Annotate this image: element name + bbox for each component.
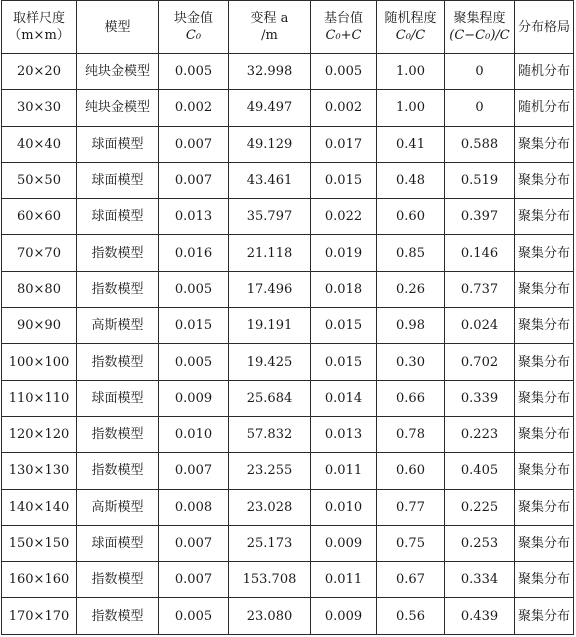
header-line-1: 随机程度: [384, 11, 437, 26]
header-line-2: C₀: [185, 28, 202, 43]
randomness-cell: 0.67: [377, 562, 445, 598]
aggregation-cell: 0.702: [445, 344, 515, 380]
range-cell: 17.496: [229, 271, 311, 307]
header-aggregation: [445, 1, 515, 54]
range-cell: 19.191: [229, 308, 311, 344]
randomness-cell: 0.60: [377, 199, 445, 235]
distribution-cell: 聚集分布: [515, 453, 574, 489]
scale-cell: 160×160: [2, 562, 77, 598]
header-line-1: 模型: [104, 19, 131, 35]
header-row: [2, 1, 574, 54]
sill-cell: 0.011: [311, 562, 377, 598]
sill-cell: 0.009: [311, 525, 377, 561]
model-cell: 指数模型: [77, 235, 159, 271]
scale-cell: 40×40: [2, 126, 77, 162]
semivariogram-table: [1, 0, 574, 635]
table-row: [2, 90, 574, 126]
nugget-cell: 0.008: [159, 489, 229, 525]
sill-cell: 0.015: [311, 162, 377, 198]
distribution-cell: 聚集分布: [515, 308, 574, 344]
aggregation-cell: 0.146: [445, 235, 515, 271]
distribution-cell: 随机分布: [515, 54, 574, 90]
range-cell: 49.129: [229, 126, 311, 162]
model-cell: 指数模型: [77, 271, 159, 307]
randomness-cell: 0.41: [377, 126, 445, 162]
table-row: [2, 562, 574, 598]
scale-cell: 70×70: [2, 235, 77, 271]
table-row: [2, 416, 574, 452]
model-cell: 高斯模型: [77, 489, 159, 525]
scale-cell: 130×130: [2, 453, 77, 489]
nugget-cell: 0.007: [159, 453, 229, 489]
aggregation-cell: 0.519: [445, 162, 515, 198]
scale-cell: 150×150: [2, 525, 77, 561]
scale-cell: 140×140: [2, 489, 77, 525]
range-cell: 23.028: [229, 489, 311, 525]
randomness-cell: 1.00: [377, 54, 445, 90]
table-row: [2, 54, 574, 90]
distribution-cell: 聚集分布: [515, 489, 574, 525]
table-row: [2, 271, 574, 307]
sill-cell: 0.013: [311, 416, 377, 452]
range-cell: 25.173: [229, 525, 311, 561]
nugget-cell: 0.005: [159, 54, 229, 90]
scale-cell: 120×120: [2, 416, 77, 452]
table-row: [2, 598, 574, 634]
model-cell: 指数模型: [77, 453, 159, 489]
nugget-cell: 0.007: [159, 525, 229, 561]
nugget-cell: 0.007: [159, 562, 229, 598]
model-cell: 纯块金模型: [77, 90, 159, 126]
header-sampling-scale: [2, 1, 77, 54]
randomness-cell: 0.30: [377, 344, 445, 380]
nugget-cell: 0.005: [159, 344, 229, 380]
range-cell: 23.255: [229, 453, 311, 489]
distribution-cell: 聚集分布: [515, 199, 574, 235]
header-line-2: (C−C₀)/C: [449, 28, 510, 43]
distribution-cell: 聚集分布: [515, 598, 574, 634]
sill-cell: 0.005: [311, 54, 377, 90]
header-line-2: /m: [261, 28, 278, 43]
sill-cell: 0.019: [311, 235, 377, 271]
table-row: [2, 380, 574, 416]
randomness-cell: 0.78: [377, 416, 445, 452]
scale-cell: 170×170: [2, 598, 77, 634]
distribution-cell: 聚集分布: [515, 525, 574, 561]
aggregation-cell: 0.339: [445, 380, 515, 416]
model-cell: 高斯模型: [77, 308, 159, 344]
scale-cell: 20×20: [2, 54, 77, 90]
sill-cell: 0.011: [311, 453, 377, 489]
aggregation-cell: 0.024: [445, 308, 515, 344]
model-cell: 指数模型: [77, 344, 159, 380]
aggregation-cell: 0: [445, 90, 515, 126]
aggregation-cell: 0.334: [445, 562, 515, 598]
model-cell: 指数模型: [77, 416, 159, 452]
header-line-1: 变程 a: [250, 11, 289, 26]
range-cell: 23.080: [229, 598, 311, 634]
table-row: [2, 489, 574, 525]
randomness-cell: 0.48: [377, 162, 445, 198]
randomness-cell: 1.00: [377, 90, 445, 126]
nugget-cell: 0.016: [159, 235, 229, 271]
header-model: [77, 1, 159, 54]
distribution-cell: 聚集分布: [515, 416, 574, 452]
table-row: [2, 453, 574, 489]
header-randomness: [377, 1, 445, 54]
range-cell: 35.797: [229, 199, 311, 235]
sill-cell: 0.002: [311, 90, 377, 126]
model-cell: 球面模型: [77, 162, 159, 198]
table-row: [2, 162, 574, 198]
header-line-2: （m×m）: [8, 28, 70, 43]
table-row: [2, 235, 574, 271]
scale-cell: 100×100: [2, 344, 77, 380]
aggregation-cell: 0.225: [445, 489, 515, 525]
distribution-cell: 聚集分布: [515, 562, 574, 598]
nugget-cell: 0.007: [159, 162, 229, 198]
distribution-cell: 随机分布: [515, 90, 574, 126]
distribution-cell: 聚集分布: [515, 235, 574, 271]
nugget-cell: 0.013: [159, 199, 229, 235]
table-body: [2, 54, 574, 635]
range-cell: 25.684: [229, 380, 311, 416]
table-row: [2, 525, 574, 561]
table-row: [2, 126, 574, 162]
nugget-cell: 0.002: [159, 90, 229, 126]
header-line-2: C₀/C: [395, 28, 426, 43]
range-cell: 49.497: [229, 90, 311, 126]
model-cell: 纯块金模型: [77, 54, 159, 90]
aggregation-cell: 0.737: [445, 271, 515, 307]
range-cell: 32.998: [229, 54, 311, 90]
distribution-cell: 聚集分布: [515, 344, 574, 380]
sill-cell: 0.022: [311, 199, 377, 235]
aggregation-cell: 0.397: [445, 199, 515, 235]
header-line-1: 块金值: [173, 11, 213, 26]
sill-cell: 0.015: [311, 308, 377, 344]
model-cell: 球面模型: [77, 525, 159, 561]
sill-cell: 0.018: [311, 271, 377, 307]
aggregation-cell: 0.588: [445, 126, 515, 162]
header-line-2: C₀+C: [325, 28, 362, 43]
sill-cell: 0.014: [311, 380, 377, 416]
range-cell: 19.425: [229, 344, 311, 380]
scale-cell: 110×110: [2, 380, 77, 416]
randomness-cell: 0.75: [377, 525, 445, 561]
header-range: [229, 1, 311, 54]
aggregation-cell: 0.405: [445, 453, 515, 489]
model-cell: 指数模型: [77, 562, 159, 598]
sill-cell: 0.015: [311, 344, 377, 380]
header-line-1: 分布格局: [517, 19, 570, 35]
distribution-cell: 聚集分布: [515, 271, 574, 307]
header-nugget: [159, 1, 229, 54]
range-cell: 153.708: [229, 562, 311, 598]
table-header: [2, 1, 574, 54]
nugget-cell: 0.009: [159, 380, 229, 416]
randomness-cell: 0.66: [377, 380, 445, 416]
scale-cell: 30×30: [2, 90, 77, 126]
sill-cell: 0.010: [311, 489, 377, 525]
model-cell: 指数模型: [77, 598, 159, 634]
distribution-cell: 聚集分布: [515, 162, 574, 198]
model-cell: 球面模型: [77, 380, 159, 416]
aggregation-cell: 0: [445, 54, 515, 90]
header-sill: [311, 1, 377, 54]
table-row: [2, 199, 574, 235]
aggregation-cell: 0.223: [445, 416, 515, 452]
nugget-cell: 0.005: [159, 598, 229, 634]
randomness-cell: 0.56: [377, 598, 445, 634]
header-line-1: 聚集程度: [453, 11, 506, 26]
table-row: [2, 344, 574, 380]
distribution-cell: 聚集分布: [515, 126, 574, 162]
range-cell: 57.832: [229, 416, 311, 452]
nugget-cell: 0.010: [159, 416, 229, 452]
scale-cell: 90×90: [2, 308, 77, 344]
header-line-1: 基台值: [323, 11, 363, 26]
nugget-cell: 0.015: [159, 308, 229, 344]
scale-cell: 60×60: [2, 199, 77, 235]
distribution-cell: 聚集分布: [515, 380, 574, 416]
aggregation-cell: 0.253: [445, 525, 515, 561]
header-line-1: 取样尺度: [12, 11, 65, 26]
randomness-cell: 0.26: [377, 271, 445, 307]
nugget-cell: 0.007: [159, 126, 229, 162]
scale-cell: 50×50: [2, 162, 77, 198]
scale-cell: 80×80: [2, 271, 77, 307]
nugget-cell: 0.005: [159, 271, 229, 307]
randomness-cell: 0.60: [377, 453, 445, 489]
range-cell: 21.118: [229, 235, 311, 271]
randomness-cell: 0.77: [377, 489, 445, 525]
aggregation-cell: 0.439: [445, 598, 515, 634]
sill-cell: 0.009: [311, 598, 377, 634]
range-cell: 43.461: [229, 162, 311, 198]
model-cell: 球面模型: [77, 126, 159, 162]
model-cell: 球面模型: [77, 199, 159, 235]
randomness-cell: 0.98: [377, 308, 445, 344]
sill-cell: 0.017: [311, 126, 377, 162]
table-row: [2, 308, 574, 344]
randomness-cell: 0.85: [377, 235, 445, 271]
header-distribution-pattern: [515, 1, 574, 54]
